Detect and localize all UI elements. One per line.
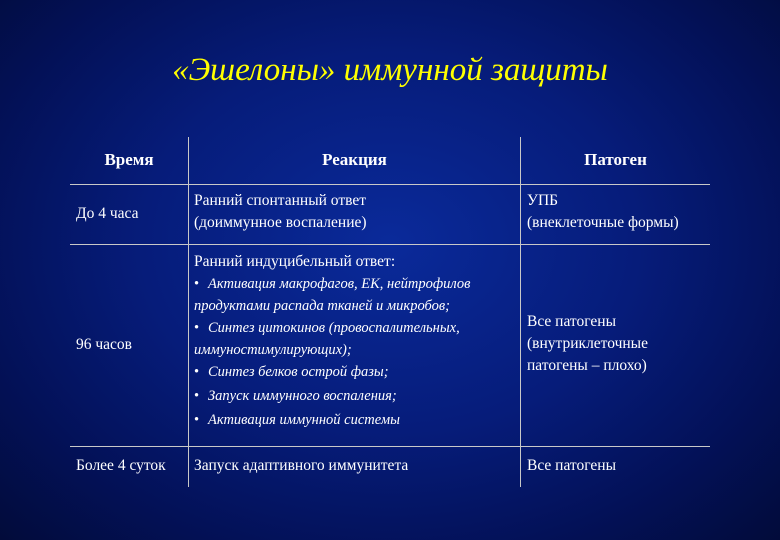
row3-time: Более 4 суток <box>76 457 166 474</box>
bullet-icon: • <box>194 388 200 404</box>
bullet-cont: иммуностимулирующих); <box>194 342 352 358</box>
row1-pathogen <box>527 190 679 234</box>
row1-reaction-line: (доиммунное воспаление) <box>194 214 367 231</box>
bullet-text: Синтез белков острой фазы; <box>208 364 389 380</box>
row1-pathogen-line: (внеклеточные формы) <box>527 214 679 231</box>
row1-reaction <box>194 190 367 234</box>
row2-pathogen-line: (внутриклеточные <box>527 335 648 352</box>
bullet-item <box>194 317 470 339</box>
bullet-text: Активация иммунной системы <box>208 412 400 428</box>
header-reaction: Реакция <box>322 150 387 169</box>
bullet-item <box>194 385 470 407</box>
header-time: Время <box>104 150 154 169</box>
row3-reaction: Запуск адаптивного иммунитета <box>194 457 409 474</box>
row1-pathogen-line: УПБ <box>527 192 559 209</box>
row1-reaction-line: Ранний спонтанный ответ <box>194 192 366 209</box>
col-divider-1 <box>188 137 189 487</box>
bullet-text: Активация макрофагов, ЕК, нейтрофилов <box>208 276 471 292</box>
bullet-icon: • <box>194 364 200 380</box>
row-divider-1 <box>70 184 710 185</box>
row1-time: До 4 часа <box>76 205 139 222</box>
row-divider-2 <box>70 244 710 245</box>
row2-pathogen-line: патогены – плохо) <box>527 357 647 374</box>
bullet-cont: продуктами распада тканей и микробов; <box>194 298 450 314</box>
row2-reaction <box>194 251 470 431</box>
bullet-text: Синтез цитокинов (провоспалительных, <box>208 320 460 336</box>
bullet-text: Запуск иммунного воспаления; <box>208 388 397 404</box>
bullet-icon: • <box>194 412 200 428</box>
bullet-icon: • <box>194 276 200 292</box>
bullet-icon: • <box>194 320 200 336</box>
col-divider-2 <box>520 137 521 487</box>
bullet-item <box>194 361 470 383</box>
bullet-item <box>194 409 470 431</box>
page-title: «Эшелоны» иммунной защиты <box>172 52 608 88</box>
header-pathogen: Патоген <box>584 150 647 169</box>
bullet-item <box>194 273 470 295</box>
row2-pathogen-line: Все патогены <box>527 313 616 330</box>
row2-pathogen <box>527 311 648 377</box>
row2-time: 96 часов <box>76 336 132 353</box>
row2-reaction-title: Ранний индуцибельный ответ: <box>194 253 396 270</box>
row3-pathogen: Все патогены <box>527 457 616 474</box>
row-divider-3 <box>70 446 710 447</box>
